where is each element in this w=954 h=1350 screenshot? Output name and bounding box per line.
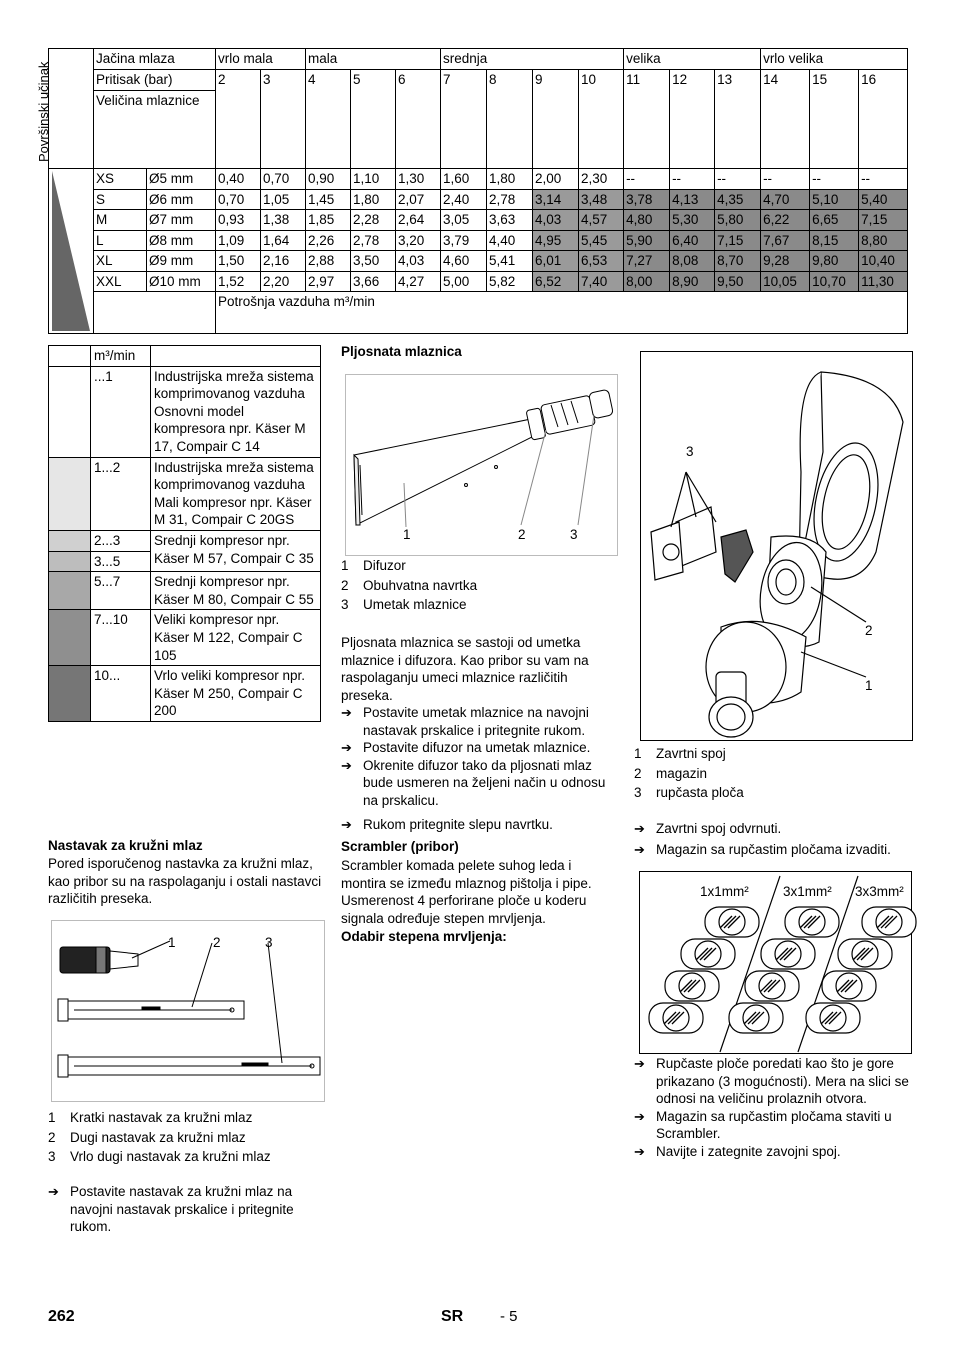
value-cell: 2,20 bbox=[261, 271, 306, 292]
value-cell: 2,30 bbox=[579, 169, 624, 190]
value-cell: 11,30 bbox=[859, 271, 908, 292]
value-cell: 2,07 bbox=[396, 189, 441, 210]
size-cell: M bbox=[94, 210, 147, 231]
value-cell: 6,52 bbox=[533, 271, 579, 292]
shade-cell bbox=[49, 530, 91, 551]
round-nozzle-step: ➔ Postavite nastavak za kružni mlaz na navojni nastavak prskalice i pritegnite rukom. bbox=[48, 1184, 294, 1235]
value-cell: 8,90 bbox=[670, 271, 715, 292]
scrambler-heading: Scrambler (pribor) bbox=[341, 839, 459, 854]
round-nozzle-intro: Pored isporučenog nastavka za kružni mlaz, kao pribor su na raspolaganju i ostali nastavci različitih preseka. bbox=[48, 856, 322, 907]
value-cell: 7,15 bbox=[715, 230, 761, 251]
value-cell: 2,16 bbox=[261, 251, 306, 272]
shade-cell bbox=[49, 457, 91, 530]
empty-cell bbox=[94, 292, 216, 334]
value-cell: 1,80 bbox=[487, 169, 533, 190]
value-cell: 2,40 bbox=[441, 189, 487, 210]
value-cell: 4,70 bbox=[761, 189, 810, 210]
range-cell: 5...7 bbox=[91, 572, 151, 610]
value-cell: 2,00 bbox=[533, 169, 579, 190]
value-cell: 3,63 bbox=[487, 210, 533, 231]
value-cell: 5,41 bbox=[487, 251, 533, 272]
list-item: 1 Zavrtni spoj bbox=[634, 746, 726, 761]
value-cell: 0,70 bbox=[261, 169, 306, 190]
side-wedge-cell bbox=[49, 169, 94, 334]
pressure-cell: 11 bbox=[624, 70, 670, 169]
header-velicina: Veličina mlaznice bbox=[94, 91, 216, 169]
round-nozzle-illustration bbox=[52, 921, 326, 1103]
pressure-cell: 2 bbox=[216, 70, 261, 169]
arrow-icon: ➔ bbox=[341, 816, 352, 832]
step-item: ➔ Okrenite difuzor tako da pljosnati mlaz bude usmeren na željeni način u odnosu na prskalicu. bbox=[341, 757, 606, 808]
step-item: ➔ Magazin sa rupčastim pločama staviti u Scrambler. bbox=[634, 1108, 892, 1142]
value-cell: 5,82 bbox=[487, 271, 533, 292]
flat-nozzle-para: Pljosnata mlaznica se sastoji od umetka mlaznice i difuzora. Kao pribor su vam na raspolaganju umeci mlaznice različitih preseka. bbox=[341, 635, 589, 703]
value-cell: -- bbox=[859, 169, 908, 190]
value-cell: 4,60 bbox=[441, 251, 487, 272]
flat-fig-label-1: 1 bbox=[403, 527, 411, 542]
value-cell: 4,27 bbox=[396, 271, 441, 292]
value-cell: 3,20 bbox=[396, 230, 441, 251]
flat-fig-label-2: 2 bbox=[518, 527, 526, 542]
list-item: 3 Umetak mlaznice bbox=[341, 597, 467, 612]
diameter-cell: Ø8 mm bbox=[147, 230, 216, 251]
value-cell: 0,70 bbox=[216, 189, 261, 210]
arrow-icon: ➔ bbox=[634, 1056, 645, 1071]
value-cell: 10,70 bbox=[810, 271, 859, 292]
value-cell: 5,30 bbox=[670, 210, 715, 231]
pressure-cell: 16 bbox=[859, 70, 908, 169]
pressure-cell: 13 bbox=[715, 70, 761, 169]
step-item: ➔ Postavite umetak mlaznice na navojni nastavak prskalice i pritegnite rukom. bbox=[341, 705, 589, 738]
flat-nozzle-list bbox=[341, 556, 616, 615]
value-cell: 2,78 bbox=[487, 189, 533, 210]
header-pritisak: Pritisak (bar) bbox=[94, 70, 216, 91]
value-cell: 4,40 bbox=[487, 230, 533, 251]
step-item: ➔ Rukom pritegnite slepu navrtku. bbox=[341, 816, 553, 832]
value-cell: 3,79 bbox=[441, 230, 487, 251]
value-cell: 0,40 bbox=[216, 169, 261, 190]
pressure-cell: 15 bbox=[810, 70, 859, 169]
pressure-cell: 3 bbox=[261, 70, 306, 169]
value-cell: 3,48 bbox=[579, 189, 624, 210]
pressure-cell: 5 bbox=[351, 70, 396, 169]
diameter-cell: Ø6 mm bbox=[147, 189, 216, 210]
value-cell: 6,01 bbox=[533, 251, 579, 272]
header-group: vrlo velika bbox=[761, 49, 908, 70]
value-cell: 10,05 bbox=[761, 271, 810, 292]
scrambler-list bbox=[634, 744, 909, 803]
list-item: 1 Difuzor bbox=[341, 558, 406, 573]
list-item: 2 Dugi nastavak za kružni mlaz bbox=[48, 1129, 246, 1145]
value-cell: 8,15 bbox=[810, 230, 859, 251]
arrow-icon: ➔ bbox=[634, 821, 645, 836]
arrow-icon: ➔ bbox=[634, 841, 645, 857]
value-cell: 4,57 bbox=[579, 210, 624, 231]
perforated-plates-figure bbox=[639, 871, 912, 1054]
value-cell: 4,13 bbox=[670, 189, 715, 210]
value-cell: 9,50 bbox=[715, 271, 761, 292]
pressure-cell: 7 bbox=[441, 70, 487, 169]
pressure-cell: 8 bbox=[487, 70, 533, 169]
value-cell: 8,80 bbox=[859, 230, 908, 251]
flat-nozzle-steps bbox=[341, 704, 616, 833]
list-item: 2 magazin bbox=[634, 765, 708, 781]
value-cell: 2,26 bbox=[306, 230, 351, 251]
value-cell: 4,80 bbox=[624, 210, 670, 231]
round-fig-label-1: 1 bbox=[168, 935, 176, 950]
value-cell: 7,15 bbox=[859, 210, 908, 231]
value-cell: 0,93 bbox=[216, 210, 261, 231]
arrow-icon: ➔ bbox=[341, 757, 352, 773]
step-item: ➔ Postavite difuzor na umetak mlaznice. bbox=[341, 740, 591, 756]
pressure-cell: 10 bbox=[579, 70, 624, 169]
list-item: 3 rupčasta ploča bbox=[634, 785, 744, 800]
value-cell: 8,70 bbox=[715, 251, 761, 272]
value-cell: 5,10 bbox=[810, 189, 859, 210]
description-cell: Vrlo veliki kompresor npr. Käser M 250, Compair C 200 bbox=[151, 666, 321, 722]
flat-nozzle-figure bbox=[345, 374, 618, 556]
range-cell: ...1 bbox=[91, 366, 151, 457]
header-group: srednja bbox=[441, 49, 624, 70]
scr-fig-label-2: 2 bbox=[865, 623, 873, 638]
pressure-cell: 14 bbox=[761, 70, 810, 169]
value-cell: -- bbox=[670, 169, 715, 190]
value-cell: 6,22 bbox=[761, 210, 810, 231]
value-cell: 3,05 bbox=[441, 210, 487, 231]
value-cell: 2,64 bbox=[396, 210, 441, 231]
value-cell: 1,80 bbox=[351, 189, 396, 210]
pressure-cell: 12 bbox=[670, 70, 715, 169]
value-cell: 5,40 bbox=[859, 189, 908, 210]
list-item: 2 Obuhvatna navrtka bbox=[341, 577, 478, 593]
value-cell: 1,38 bbox=[261, 210, 306, 231]
value-cell: 2,28 bbox=[351, 210, 396, 231]
value-cell: -- bbox=[761, 169, 810, 190]
side-label-cell bbox=[36, 49, 94, 169]
pressure-cell: 6 bbox=[396, 70, 441, 169]
arrow-icon: ➔ bbox=[634, 1108, 645, 1124]
arrow-icon: ➔ bbox=[48, 1184, 59, 1199]
diameter-cell: Ø7 mm bbox=[147, 210, 216, 231]
range-cell: 7...10 bbox=[91, 610, 151, 666]
pressure-cell: 9 bbox=[533, 70, 579, 169]
value-cell: 5,00 bbox=[441, 271, 487, 292]
value-cell: 1,45 bbox=[306, 189, 351, 210]
range-cell: 3...5 bbox=[91, 551, 151, 572]
consumption-table bbox=[36, 48, 908, 334]
scr-fig-label-1: 1 bbox=[865, 678, 873, 693]
value-cell: 1,52 bbox=[216, 271, 261, 292]
value-cell: 4,03 bbox=[396, 251, 441, 272]
step-item: ➔ Magazin sa rupčastim pločama izvaditi. bbox=[634, 841, 891, 857]
value-cell: 5,80 bbox=[715, 210, 761, 231]
scrambler-steps-2 bbox=[634, 1055, 912, 1161]
size-cell: XL bbox=[94, 251, 147, 272]
value-cell: -- bbox=[715, 169, 761, 190]
round-nozzle-list bbox=[48, 1108, 323, 1167]
scrambler-illustration bbox=[641, 352, 914, 742]
value-cell: 3,66 bbox=[351, 271, 396, 292]
arrow-icon: ➔ bbox=[634, 1143, 645, 1159]
round-nozzle-heading: Nastavak za kružni mlaz bbox=[48, 838, 203, 853]
shade-cell bbox=[49, 346, 91, 367]
description-cell: Industrijska mreža sistema komprimovanog vazduha Mali kompresor npr. Käser M 31, Compair C 20GS bbox=[151, 457, 321, 530]
compressor-table bbox=[48, 345, 321, 722]
value-cell: -- bbox=[810, 169, 859, 190]
value-cell: 8,08 bbox=[670, 251, 715, 272]
scrambler-steps-1 bbox=[634, 820, 912, 858]
value-cell: 6,53 bbox=[579, 251, 624, 272]
description-cell: Industrijska mreža sistema komprimovanog vazduha Osnovni model kompresora npr. Käser M 17, Compair C 14 bbox=[151, 366, 321, 457]
list-item: 3 Vrlo dugi nastavak za kružni mlaz bbox=[48, 1149, 271, 1164]
shade-cell bbox=[49, 610, 91, 666]
value-cell: 1,30 bbox=[396, 169, 441, 190]
value-cell: 5,90 bbox=[624, 230, 670, 251]
description-cell: Srednji kompresor npr. Käser M 57, Compair C 35 bbox=[151, 530, 321, 571]
range-cell: 1...2 bbox=[91, 457, 151, 530]
step-item: ➔ Rupčaste ploče poredati kao što je gore prikazano (3 mogućnosti). Mera na slici se odnosi na veličinu prolaznih otvora. bbox=[634, 1056, 909, 1107]
header-jacina: Jačina mlaza bbox=[94, 49, 216, 70]
m3-header: m³/min bbox=[91, 346, 151, 367]
diameter-cell: Ø9 mm bbox=[147, 251, 216, 272]
flat-nozzle-illustration bbox=[346, 375, 619, 557]
value-cell: 1,05 bbox=[261, 189, 306, 210]
shade-cell bbox=[49, 551, 91, 572]
round-fig-label-2: 2 bbox=[213, 935, 221, 950]
value-cell: 3,14 bbox=[533, 189, 579, 210]
flat-fig-label-3: 3 bbox=[570, 527, 578, 542]
shade-cell bbox=[49, 572, 91, 610]
value-cell: 3,78 bbox=[624, 189, 670, 210]
value-cell: 6,40 bbox=[670, 230, 715, 251]
value-cell: 3,50 bbox=[351, 251, 396, 272]
crush-level-heading: Odabir stepena mrvljenja: bbox=[341, 929, 507, 944]
arrow-icon: ➔ bbox=[341, 740, 352, 756]
side-label: Površinski učinak bbox=[36, 61, 51, 162]
value-cell: 0,90 bbox=[306, 169, 351, 190]
list-item: 1 Kratki nastavak za kružni mlaz bbox=[48, 1110, 253, 1125]
value-cell: 1,09 bbox=[216, 230, 261, 251]
value-cell: 1,10 bbox=[351, 169, 396, 190]
plates-illustration bbox=[640, 872, 913, 1055]
plate-label-1x1: 1x1mm² bbox=[700, 884, 749, 899]
value-cell: 8,00 bbox=[624, 271, 670, 292]
value-cell: 1,64 bbox=[261, 230, 306, 251]
value-cell: 4,03 bbox=[533, 210, 579, 231]
round-fig-label-3: 3 bbox=[265, 935, 273, 950]
value-cell: -- bbox=[624, 169, 670, 190]
pressure-cell: 4 bbox=[306, 70, 351, 169]
value-cell: 1,50 bbox=[216, 251, 261, 272]
value-cell: 4,35 bbox=[715, 189, 761, 210]
value-cell: 7,27 bbox=[624, 251, 670, 272]
size-cell: L bbox=[94, 230, 147, 251]
empty-cell bbox=[151, 346, 321, 367]
plate-label-3x3: 3x3mm² bbox=[855, 884, 904, 899]
value-cell: 2,88 bbox=[306, 251, 351, 272]
range-cell: 10... bbox=[91, 666, 151, 722]
header-group: mala bbox=[306, 49, 441, 70]
shade-cell bbox=[49, 666, 91, 722]
diameter-cell: Ø5 mm bbox=[147, 169, 216, 190]
value-cell: 9,28 bbox=[761, 251, 810, 272]
header-group: velika bbox=[624, 49, 761, 70]
value-cell: 9,80 bbox=[810, 251, 859, 272]
value-cell: 1,85 bbox=[306, 210, 351, 231]
size-cell: S bbox=[94, 189, 147, 210]
description-cell: Veliki kompresor npr. Käser M 122, Compair C 105 bbox=[151, 610, 321, 666]
scrambler-para: Scrambler komada pelete suhog leda i montira se između mlaznog pištolja i pipe. Usmerenost 4 perforirane ploče u koderu signala određuje stepen mrvljenja. bbox=[341, 858, 592, 926]
language-code: SR bbox=[441, 1308, 464, 1325]
scr-fig-label-3: 3 bbox=[686, 444, 694, 459]
value-cell: 7,67 bbox=[761, 230, 810, 251]
diameter-cell: Ø10 mm bbox=[147, 271, 216, 292]
step-item: ➔ Zavrtni spoj odvrnuti. bbox=[634, 821, 782, 836]
scrambler-figure bbox=[640, 351, 913, 741]
value-cell: 4,95 bbox=[533, 230, 579, 251]
page-number: 262 bbox=[48, 1308, 75, 1325]
value-cell: 2,78 bbox=[351, 230, 396, 251]
shade-cell bbox=[49, 366, 91, 457]
flat-nozzle-heading: Pljosnata mlaznica bbox=[341, 344, 462, 359]
description-cell: Srednji kompresor npr. Käser M 80, Compair C 55 bbox=[151, 572, 321, 610]
consumption-footer: Potrošnja vazduha m³/min bbox=[216, 292, 908, 334]
round-nozzle-figure bbox=[51, 920, 325, 1102]
value-cell: 5,45 bbox=[579, 230, 624, 251]
arrow-icon: ➔ bbox=[341, 705, 352, 720]
header-group: vrlo mala bbox=[216, 49, 306, 70]
value-cell: 7,40 bbox=[579, 271, 624, 292]
size-cell: XS bbox=[94, 169, 147, 190]
value-cell: 10,40 bbox=[859, 251, 908, 272]
step-item: ➔ Navijte i zategnite zavojni spoj. bbox=[634, 1143, 841, 1159]
section-number: - 5 bbox=[500, 1308, 518, 1325]
plate-label-3x1: 3x1mm² bbox=[783, 884, 832, 899]
value-cell: 1,60 bbox=[441, 169, 487, 190]
value-cell: 6,65 bbox=[810, 210, 859, 231]
wedge-graphic bbox=[49, 169, 93, 333]
size-cell: XXL bbox=[94, 271, 147, 292]
range-cell: 2...3 bbox=[91, 530, 151, 551]
value-cell: 2,97 bbox=[306, 271, 351, 292]
